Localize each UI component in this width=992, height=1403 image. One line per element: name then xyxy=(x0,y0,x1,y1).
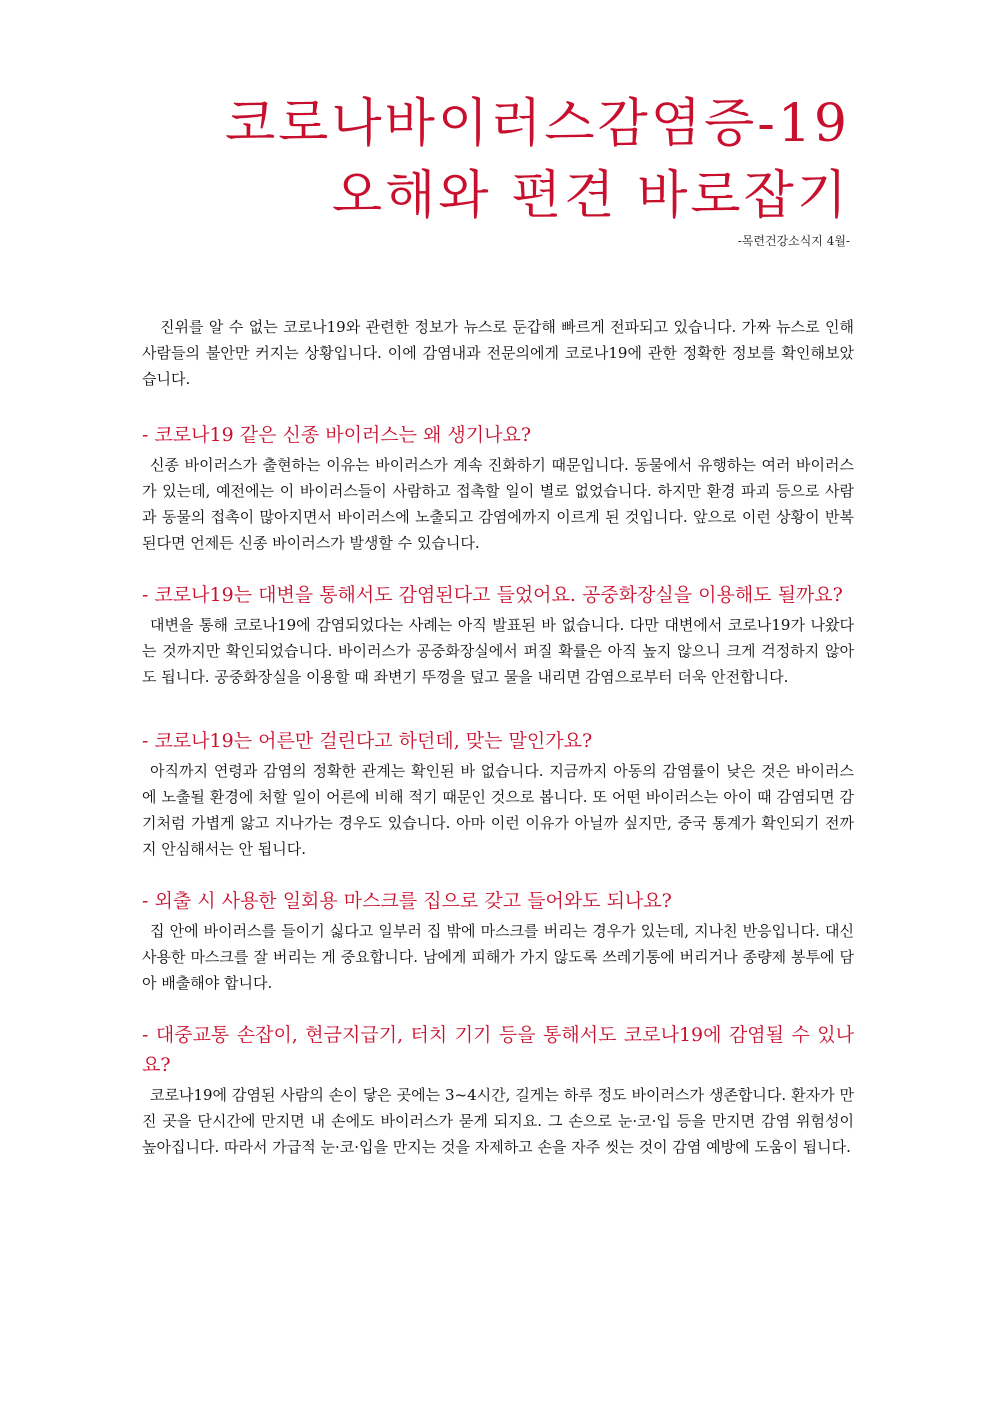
qa-section xyxy=(142,726,854,862)
answer-paragraph: 아직까지 연령과 감염의 정확한 관계는 확인된 바 없습니다. 지금까지 아동의 감염률이 낮은 것은 바이러스에 노출될 환경에 처할 일이 어른에 비해 적기 때문인 것으로 봅니다. 또 어떤 바이러스는 아이 때 감염되면 감기처럼 가볍게 앓고 지나가는 경우도 있습니다. 아마 이런 이유가 아닐까 싶지만, 중국 통계가 확인되기 전까지 안심해서는 안 됩니다. xyxy=(142,762,854,858)
answer-paragraph: 신종 바이러스가 출현하는 이유는 바이러스가 계속 진화하기 때문입니다. 동물에서 유행하는 여러 바이러스가 있는데, 예전에는 이 바이러스들이 사람하고 접촉할 일이 별로 없었습니다. 하지만 환경 파괴 등으로 사람과 동물의 접촉이 많아지면서 바이러스에 노출되고 감염에까지 이르게 된 것입니다. 앞으로 이런 상황이 반복된다면 언제든 신종 바이러스가 발생할 수 있습니다. xyxy=(142,456,854,552)
title-block xyxy=(225,88,850,232)
title-line-2: 오해와 편견 바로잡기 xyxy=(331,166,850,226)
question-heading: - 외출 시 사용한 일회용 마스크를 집으로 갖고 들어와도 되나요? xyxy=(142,890,672,912)
question-heading: - 코로나19는 어른만 걸린다고 하던데, 맞는 말인가요? xyxy=(142,730,593,752)
answer-paragraph: 대변을 통해 코로나19에 감염되었다는 사례는 아직 발표된 바 없습니다. 다만 대변에서 코로나19가 나왔다는 것까지만 확인되었습니다. 바이러스가 공중화장실에서 퍼질 확률은 아직 높지 않으니 크게 걱정하지 않아도 됩니다. 공중화장실을 이용할 때 좌변기 뚜껑을 덮고 물을 내리면 감염으로부터 더욱 안전합니다. xyxy=(142,616,854,686)
answer-paragraph: 코로나19에 감염된 사람의 손이 닿은 곳에는 3~4시간, 길게는 하루 정도 바이러스가 생존합니다. 환자가 만진 곳을 단시간에 만지면 내 손에도 바이러스가 묻게 되지요. 그 손으로 눈·코·입 등을 만지면 감염 위험성이 높아집니다. 따라서 가급적 눈·코·입을 만지는 것을 자제하고 손을 자주 씻는 것이 감염 예방에 도움이 됩니다. xyxy=(142,1086,854,1156)
qa-section xyxy=(142,420,854,556)
question-heading: - 대중교통 손잡이, 현금지급기, 터치 기기 등을 통해서도 코로나19에 감염될 수 있나요? xyxy=(142,1024,854,1076)
title-line-1: 코로나바이러스감염증-19 xyxy=(224,94,850,154)
intro-paragraph: 진위를 알 수 없는 코로나19와 관련한 정보가 뉴스로 둔갑해 빠르게 전파되고 있습니다. 가짜 뉴스로 인해 사람들의 불안만 커지는 상황입니다. 이에 감염내과 전문의에게 코로나19에 관한 정확한 정보를 확인해보았습니다. xyxy=(142,318,854,388)
article-body xyxy=(142,314,854,1184)
question-heading: - 코로나19는 대변을 통해서도 감염된다고 들었어요. 공중화장실을 이용해도 될까요? xyxy=(142,584,843,606)
question-heading: - 코로나19 같은 신종 바이러스는 왜 생기나요? xyxy=(142,424,532,446)
qa-section xyxy=(142,1020,854,1160)
qa-section xyxy=(142,886,854,996)
answer-paragraph: 집 안에 바이러스를 들이기 싫다고 일부러 집 밖에 마스크를 버리는 경우가 있는데, 지나친 반응입니다. 대신 사용한 마스크를 잘 버리는 게 중요합니다. 남에게 피해가 가지 않도록 쓰레기통에 버리거나 종량제 봉투에 담아 배출해야 합니다. xyxy=(142,922,854,992)
qa-section xyxy=(142,580,854,690)
source-note: -목련건강소식지 4월- xyxy=(737,234,850,248)
